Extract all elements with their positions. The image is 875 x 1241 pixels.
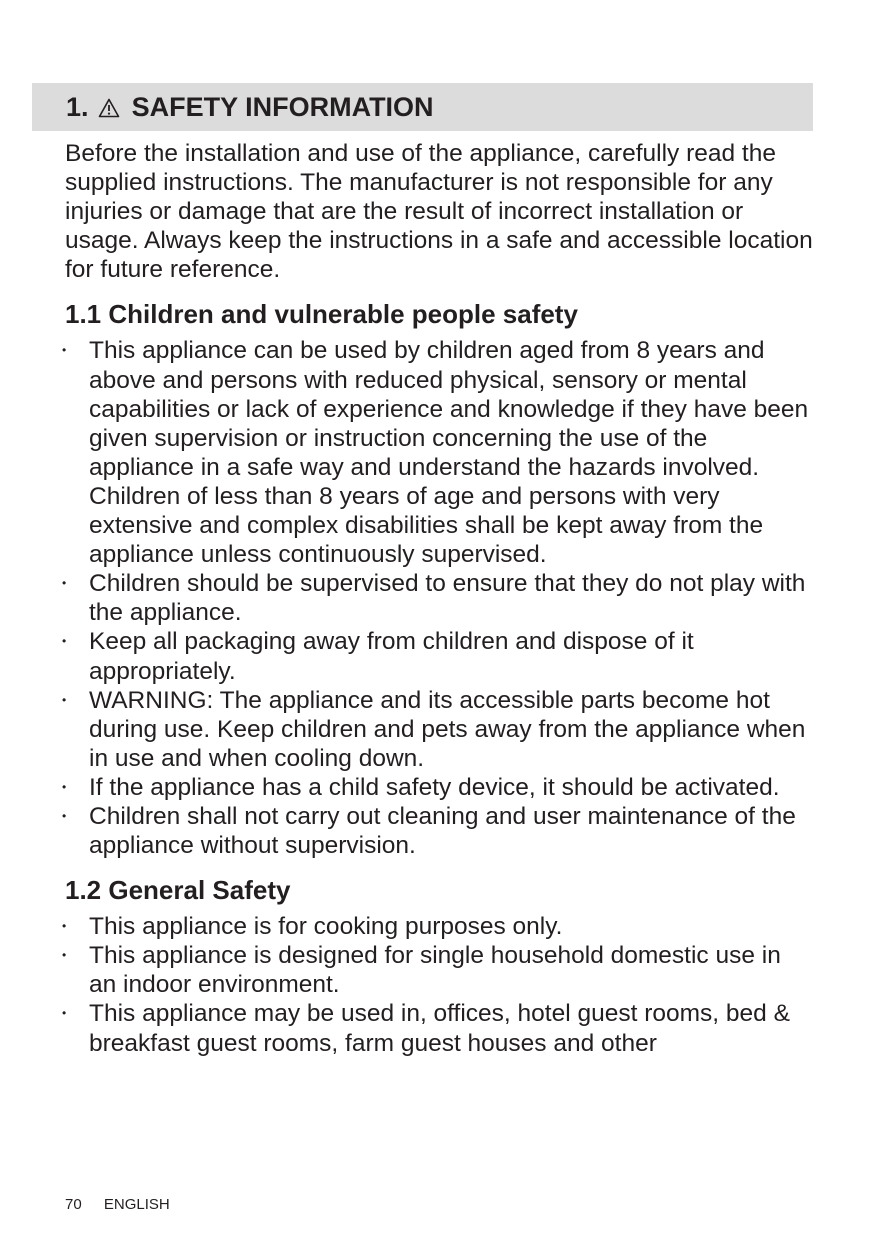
list-item xyxy=(62,686,813,773)
section-header-bar xyxy=(32,83,813,131)
list-item xyxy=(62,773,813,802)
subsection-title-general: 1.2 General Safety xyxy=(65,875,291,906)
list-item xyxy=(62,912,813,941)
list-item-text: If the appliance has a child safety device, it should be activated. xyxy=(89,773,780,801)
warning-triangle-icon xyxy=(98,92,120,126)
list-item-text: Children shall not carry out cleaning and user maintenance of the appliance without supervision. xyxy=(89,802,796,860)
list-item xyxy=(62,627,813,685)
bullet-dot: • xyxy=(62,634,67,649)
section-number: 1. xyxy=(66,92,89,122)
list-item xyxy=(62,941,813,999)
bullet-dot: • xyxy=(62,948,67,963)
list-item-text: This appliance may be used in, offices, hotel guest rooms, bed & breakfast guest rooms, farm guest houses and other xyxy=(89,1000,790,1057)
bullet-dot: • xyxy=(62,343,67,358)
list-item-text: This appliance is for cooking purposes only. xyxy=(89,913,563,941)
bullet-dot: • xyxy=(62,779,67,794)
page-footer xyxy=(65,1196,170,1214)
list-item-text: This appliance can be used by children aged from 8 years and above and persons with reduced physical, sensory or mental capabilities or lack of experience and knowledge if they have been given supervision or instruction concerning the use of the appliance in a safe way and understand the hazards involved. Children of less than 8 years of age and persons with very extensive and complex disabilities shall be kept away from the appliance unless continuously supervised. xyxy=(89,337,809,569)
bullet-dot: • xyxy=(62,576,67,591)
general-safety-list xyxy=(62,912,813,1057)
list-item-text: WARNING: The appliance and its accessible parts become hot during use. Keep children and pets away from the appliance when in use and when cooling down. xyxy=(89,686,806,772)
list-item xyxy=(62,802,813,860)
list-item xyxy=(62,569,813,627)
page-content xyxy=(62,139,813,1058)
subsection-title-children: 1.1 Children and vulnerable people safety xyxy=(65,299,578,330)
list-item-text: This appliance is designed for single household domestic use in an indoor environment. xyxy=(89,942,781,999)
bullet-dot: • xyxy=(62,808,67,823)
list-item xyxy=(62,999,813,1057)
bullet-dot: • xyxy=(62,692,67,707)
list-item-text: Keep all packaging away from children and dispose of it appropriately. xyxy=(89,628,694,685)
language-label: ENGLISH xyxy=(103,1196,170,1213)
section-title xyxy=(66,90,434,126)
list-item-text: Children should be supervised to ensure that they do not play with the appliance. xyxy=(89,570,806,627)
section-title-text: SAFETY INFORMATION xyxy=(131,92,434,122)
bullet-dot: • xyxy=(62,919,67,934)
list-item xyxy=(62,336,813,569)
children-safety-list xyxy=(62,336,813,860)
bullet-dot: • xyxy=(62,1006,67,1021)
intro-paragraph: Before the installation and use of the appliance, carefully read the supplied instructions. The manufacturer is not responsible for any injuries or damage that are the result of incorrect installation or usage. Always keep the instructions in a safe and accessible location for future reference. xyxy=(65,140,813,284)
page-number: 70 xyxy=(65,1196,82,1213)
